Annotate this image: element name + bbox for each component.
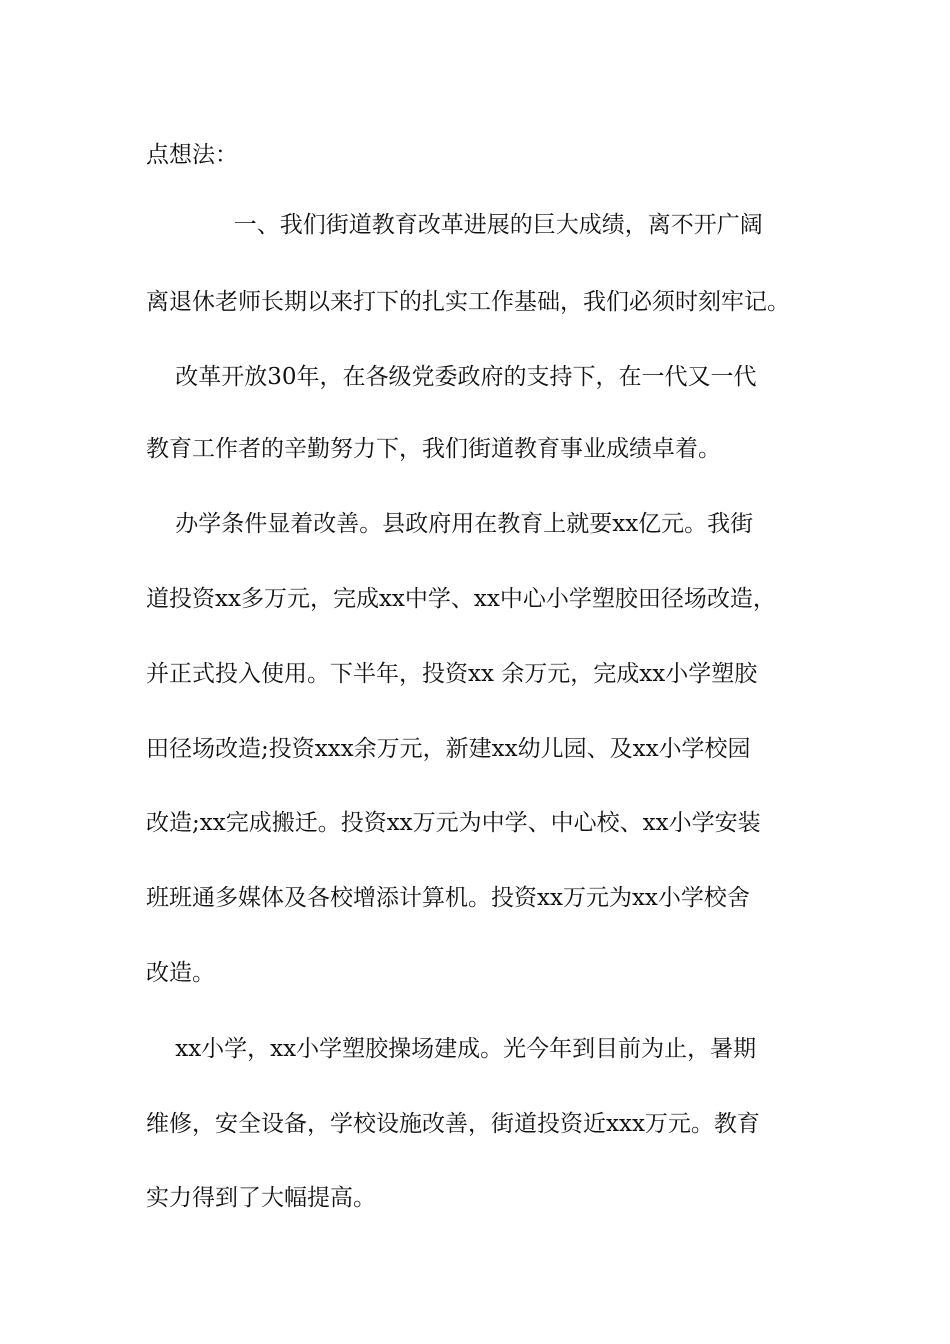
text-line: 班班通多媒体及各校增添计算机。投资xx万元为xx小学校舍 — [146, 885, 750, 911]
text-line: xx小学，xx小学塑胶操场建成。光今年到目前为止，暑期 — [146, 1036, 757, 1062]
text-line: 教育工作者的辛勤努力下，我们街道教育事业成绩卓着。 — [146, 436, 721, 462]
text-line: 并正式投入使用。下半年，投资xx 余万元，完成xx小学塑胶 — [146, 661, 758, 687]
text-line: 维修，安全设备，学校设施改善，街道投资近xxx万元。教育 — [146, 1111, 760, 1137]
text-line: 离退休老师长期以来打下的扎实工作基础，我们必须时刻牢记。 — [146, 289, 790, 315]
text-line: 改革开放30年，在各级党委政府的支持下，在一代又一代 — [146, 364, 757, 390]
text-line: 办学条件显着改善。县政府用在教育上就要xx亿元。我街 — [146, 511, 754, 537]
text-line: 改造。 — [146, 960, 215, 986]
text-line: 道投资xx多万元，完成xx中学、xx中心小学塑胶田径场改造， — [146, 586, 776, 612]
text-line: 一、我们街道教育改革进展的巨大成绩，离不开广阔 — [146, 212, 763, 238]
text-line: 点想法： — [146, 142, 238, 168]
text-line: 实力得到了大幅提高。 — [146, 1185, 376, 1211]
text-line: 田径场改造;投资xxx余万元，新建xx幼儿园、及xx小学校园 — [146, 736, 751, 762]
text-line: 改造;xx完成搬迁。投资xx万元为中学、中心校、xx小学安装 — [146, 810, 761, 836]
